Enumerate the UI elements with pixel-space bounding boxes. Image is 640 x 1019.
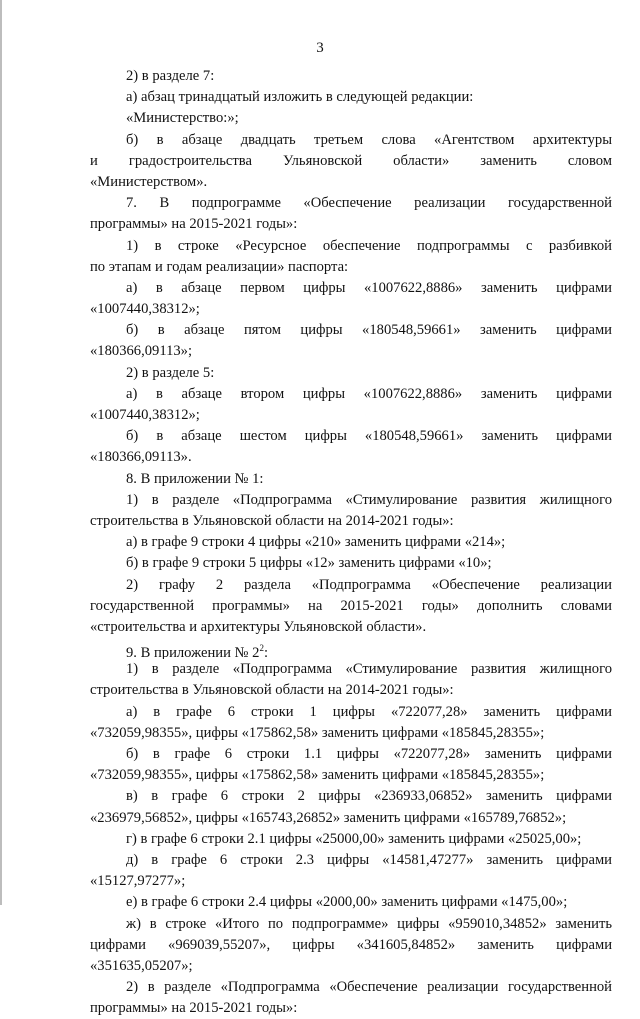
text-line-content: программы» на 2015-2021 годы»: [90, 1000, 298, 1017]
text-line [90, 765, 612, 786]
text-line-content: цифрами «969039,55207», цифры «341605,84852» заменить цифрами [90, 936, 612, 953]
text-line [90, 299, 612, 320]
text-line [90, 723, 612, 744]
text-line-content: строительства в Ульяновской области на 2014-2021 годы»: [90, 682, 454, 699]
text-line-content: а) абзац тринадцатый изложить в следующей редакции: [126, 89, 474, 106]
superscript: 2 [259, 643, 264, 654]
text-line [90, 977, 612, 998]
text-line-content: б) в графе 6 строки 1.1 цифры «722077,28» заменить цифрами [126, 746, 612, 762]
text-line [90, 426, 612, 447]
text-line-content: а) в абзаце втором цифры «1007622,8886» заменить цифрами [126, 385, 612, 402]
text-line [90, 447, 612, 468]
text-line [90, 914, 612, 935]
text-line-content: строительства в Ульяновской области на 2014-2021 годы»: [90, 512, 454, 529]
text-line [90, 956, 612, 977]
document-body [90, 66, 612, 1019]
text-line [90, 236, 612, 257]
text-line [90, 172, 612, 193]
text-line-content: «351635,05207»; [90, 957, 193, 974]
page-number: 3 [316, 40, 324, 56]
text-line [90, 151, 612, 172]
text-line-content: «236979,56852», цифры «165743,26852» заменить цифрами «165789,76852»; [90, 809, 567, 826]
text-line [90, 87, 612, 108]
text-line-content: «732059,98355», цифры «175862,58» заменить цифрами «185845,28355»; [90, 767, 545, 784]
text-line [90, 469, 612, 490]
text-line [90, 320, 612, 341]
text-line-content: е) в графе 6 строки 2.4 цифры «2000,00» заменить цифрами «1475,00»; [126, 894, 568, 911]
text-line [90, 808, 612, 829]
text-line [90, 214, 612, 235]
text-line [90, 596, 612, 617]
text-line-content: д) в графе 6 строки 2.3 цифры «14581,47277» заменить цифрами [126, 851, 612, 868]
text-line [90, 511, 612, 532]
text-line [90, 850, 612, 871]
text-line-content: б) в абзаце шестом цифры «180548,59661» заменить цифрами [126, 428, 612, 445]
text-line-content: 2) в разделе «Подпрограмма «Обеспечение реализации государственной [126, 979, 612, 996]
text-line [90, 829, 612, 850]
text-line [90, 405, 612, 426]
text-line-content: «Министерство:»; [126, 110, 239, 127]
text-line-content: «1007440,38312»; [90, 407, 200, 423]
text-line-content: «180366,09113». [90, 449, 192, 466]
text-line [90, 193, 612, 214]
text-line-content: 1) в разделе «Подпрограмма «Стимулирование развития жилищного [126, 661, 612, 678]
text-line-content: программы» на 2015-2021 годы»: [90, 216, 298, 233]
text-line-content: 8. В приложении № 1: [126, 470, 264, 487]
text-line [90, 384, 612, 405]
text-line [90, 490, 612, 511]
text-line-content: а) в абзаце первом цифры «1007622,8886» заменить цифрами [126, 279, 612, 296]
text-line-content: по этапам и годам реализации» паспорта: [90, 258, 349, 275]
text-line-content: б) в абзаце пятом цифры «180548,59661» заменить цифрами [126, 322, 612, 339]
text-line-content: в) в графе 6 строки 2 цифры «236933,06852» заменить цифрами [126, 788, 612, 805]
text-line [90, 638, 612, 659]
text-line-content: «Министерством». [90, 173, 208, 190]
text-line-content: 2) графу 2 раздела «Подпрограмма «Обеспечение реализации [126, 576, 612, 593]
scan-edge [0, 0, 2, 905]
text-line [90, 617, 612, 638]
text-line [90, 935, 612, 956]
text-line-content: «1007440,38312»; [90, 301, 200, 318]
text-line-with-superscript [126, 645, 268, 659]
text-line [90, 130, 612, 151]
text-line [90, 659, 612, 680]
text-line [90, 680, 612, 701]
text-line-tail: : [263, 644, 268, 660]
text-line-content: 9. В приложении № 2 [126, 644, 260, 660]
text-line-content: 2) в разделе 7: [126, 68, 215, 84]
text-line [90, 871, 612, 892]
text-line-content: «180366,09113»; [90, 343, 193, 360]
text-line [90, 108, 612, 129]
text-line-content: «строительства и архитектуры Ульяновской области». [90, 618, 427, 635]
text-line-content: и градостроительства Ульяновской области» заменить словом [90, 152, 612, 169]
text-line [90, 341, 612, 362]
text-line-content: а) в графе 9 строки 4 цифры «210» заменить цифрами «214»; [126, 534, 506, 551]
text-line [90, 532, 612, 553]
text-line [90, 278, 612, 299]
text-line [90, 575, 612, 596]
text-line [90, 363, 612, 384]
text-line [90, 553, 612, 574]
text-line-content: а) в графе 6 строки 1 цифры «722077,28» заменить цифрами [126, 703, 612, 720]
text-line-content: «732059,98355», цифры «175862,58» заменить цифрами «185845,28355»; [90, 724, 545, 741]
text-line-content: 7. В подпрограмме «Обеспечение реализации государственной [126, 195, 612, 212]
text-line-content: 2) в разделе 5: [126, 364, 215, 381]
text-line [90, 998, 612, 1019]
text-line [90, 786, 612, 807]
text-line [90, 66, 612, 87]
text-line-content: б) в графе 9 строки 5 цифры «12» заменить цифрами «10»; [126, 555, 492, 572]
text-line-content: б) в абзаце двадцать третьем слова «Агентством архитектуры [126, 131, 612, 148]
text-line [90, 702, 612, 723]
text-line [90, 257, 612, 278]
text-line-content: 1) в строке «Ресурсное обеспечение подпрограммы с разбивкой [126, 237, 612, 254]
text-line [90, 892, 612, 913]
text-line-content: «15127,97277»; [90, 873, 186, 890]
text-line-content: г) в графе 6 строки 2.1 цифры «25000,00» заменить цифрами «25025,00»; [126, 830, 582, 847]
text-line [90, 744, 612, 765]
text-line-content: государственной программы» на 2015-2021 годы» дополнить словами [90, 597, 612, 614]
text-line-content: ж) в строке «Итого по подпрограмме» цифры «959010,34852» заменить [126, 915, 612, 932]
text-line-content: 1) в разделе «Подпрограмма «Стимулирование развития жилищного [126, 491, 612, 508]
